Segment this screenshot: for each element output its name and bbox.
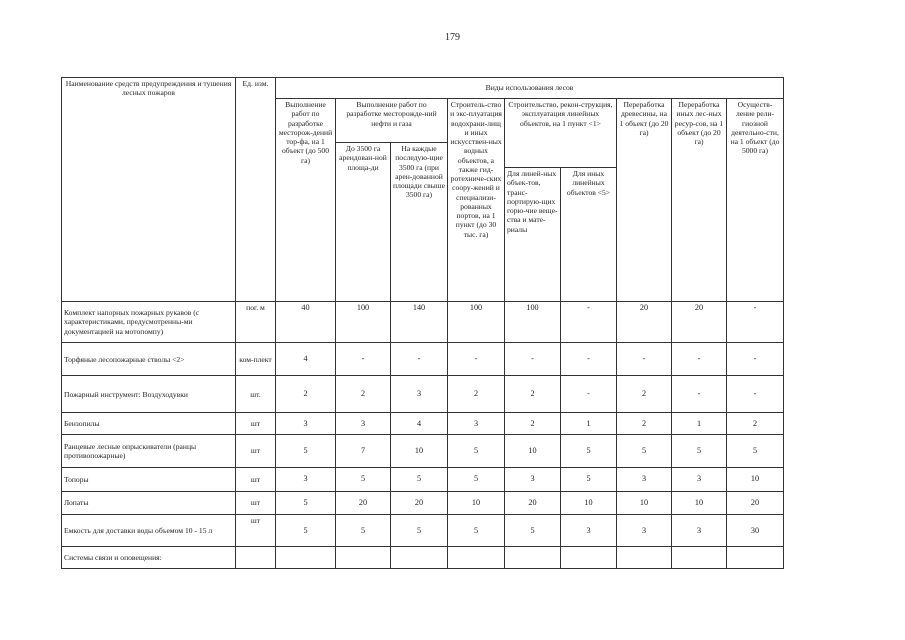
header-linear-objects-group: Строительство, рекон-струкция, эксплуатация линейных объектов, на 1 пункт <1> — [505, 99, 617, 168]
header-other-resources-processing: Переработка иных лес-ных ресур-сов, на 1 объект (до 20 га) — [672, 99, 727, 302]
row-value: 2 — [448, 376, 505, 413]
row-value: 3 — [561, 515, 617, 547]
row-value — [276, 547, 336, 569]
row-value: 10 — [505, 434, 561, 467]
row-value: - — [561, 376, 617, 413]
header-peat-deposits: Выполнение работ по разработке месторож-дений тор-фа, на 1 объект (до 500 га) — [276, 99, 336, 302]
row-value: 2 — [505, 376, 561, 413]
row-value: 5 — [448, 467, 505, 491]
row-value: 10 — [727, 467, 784, 491]
row-value — [448, 547, 505, 569]
row-value: 4 — [391, 413, 448, 435]
row-value: 5 — [336, 467, 391, 491]
row-value — [505, 547, 561, 569]
table-row — [62, 547, 784, 569]
row-name: Емкость для доставки воды объемом 10 - 15 л — [62, 515, 236, 547]
fire-equipment-norms-table — [61, 77, 784, 569]
row-value: 3 — [448, 413, 505, 435]
row-value: 5 — [448, 515, 505, 547]
table-row — [62, 491, 784, 515]
row-value: 5 — [336, 515, 391, 547]
row-value: 3 — [391, 376, 448, 413]
row-value: 10 — [561, 491, 617, 515]
row-name: Топоры — [62, 467, 236, 491]
row-value: 7 — [336, 434, 391, 467]
row-value: - — [561, 343, 617, 376]
row-value — [391, 547, 448, 569]
row-value: 3 — [617, 515, 672, 547]
table-row — [62, 413, 784, 435]
row-value: - — [448, 343, 505, 376]
row-value: 1 — [561, 413, 617, 435]
row-value: 4 — [276, 343, 336, 376]
row-value: 20 — [672, 302, 727, 343]
row-value: 5 — [391, 467, 448, 491]
row-value: 100 — [505, 302, 561, 343]
row-value: - — [617, 343, 672, 376]
row-value: 100 — [336, 302, 391, 343]
row-value: 2 — [505, 413, 561, 435]
row-value: - — [505, 343, 561, 376]
row-value: 5 — [276, 515, 336, 547]
table-row — [62, 467, 784, 491]
row-value: 3 — [672, 467, 727, 491]
table-row — [62, 302, 784, 343]
row-unit: шт. — [236, 376, 276, 413]
row-value: 40 — [276, 302, 336, 343]
table-row — [62, 515, 784, 547]
row-value: 2 — [727, 413, 784, 435]
row-value: - — [727, 302, 784, 343]
row-value: 140 — [391, 302, 448, 343]
row-value: 10 — [617, 491, 672, 515]
header-wood-processing: Переработка древесины, на 1 объект (до 20 га) — [617, 99, 672, 302]
row-value: 10 — [391, 434, 448, 467]
row-unit: шт — [236, 467, 276, 491]
header-col-name: Наименование средств предупреждения и тушения лесных пожаров — [62, 78, 236, 302]
row-value: 3 — [276, 413, 336, 435]
row-unit: пог. м — [236, 302, 276, 343]
row-value: 30 — [727, 515, 784, 547]
row-value: 5 — [505, 515, 561, 547]
row-name: Пожарный инструмент: Воздуходувки — [62, 376, 236, 413]
row-unit: шт — [236, 434, 276, 467]
row-value: - — [391, 343, 448, 376]
row-value: 10 — [448, 491, 505, 515]
row-unit: шт — [236, 413, 276, 435]
header-group-forest-use: Виды использования лесов — [276, 78, 784, 99]
row-name: Лопаты — [62, 491, 236, 515]
row-value: 5 — [391, 515, 448, 547]
row-value — [617, 547, 672, 569]
row-value: 3 — [336, 413, 391, 435]
row-value: 3 — [672, 515, 727, 547]
row-value: 10 — [672, 491, 727, 515]
row-value: - — [672, 343, 727, 376]
row-value — [336, 547, 391, 569]
row-value: 5 — [448, 434, 505, 467]
header-each-next-3500: На каждые последую-щие 3500 га (при арен-дованной площади свыше 3500 га) — [391, 143, 448, 302]
row-value: 5 — [276, 491, 336, 515]
row-name: Торфяные лесопожарные стволы <2> — [62, 343, 236, 376]
table-row — [62, 434, 784, 467]
row-value: - — [727, 376, 784, 413]
row-value: 5 — [727, 434, 784, 467]
row-value: 5 — [617, 434, 672, 467]
page-number: 179 — [445, 32, 460, 43]
row-value — [561, 547, 617, 569]
table-row — [62, 376, 784, 413]
row-value: 5 — [672, 434, 727, 467]
header-flammable-linear: Для линей-ных объек-тов, транс-портирую-щих горю-чие веще-ства и мате-риалы — [505, 168, 561, 302]
row-value: 20 — [505, 491, 561, 515]
row-unit: ком-плект — [236, 343, 276, 376]
row-unit: шт — [236, 515, 276, 547]
row-value: - — [561, 302, 617, 343]
row-value — [672, 547, 727, 569]
row-value: 20 — [391, 491, 448, 515]
row-name: Бензопилы — [62, 413, 236, 435]
row-unit: шт — [236, 491, 276, 515]
row-value: 1 — [672, 413, 727, 435]
row-value: 20 — [336, 491, 391, 515]
row-value: - — [336, 343, 391, 376]
header-col-unit: Ед. изм. — [236, 78, 276, 302]
row-value: 5 — [561, 434, 617, 467]
row-value — [727, 547, 784, 569]
row-unit — [236, 547, 276, 569]
row-name: Системы связи и оповещения: — [62, 547, 236, 569]
row-value: 2 — [336, 376, 391, 413]
header-religious-activity: Осуществ-ление рели-гиозной деятельно-сти, на 1 объект (до 5000 га) — [727, 99, 784, 302]
header-other-linear: Для иных линейных объектов <5> — [561, 168, 617, 302]
row-value: 20 — [727, 491, 784, 515]
table-row — [62, 343, 784, 376]
row-value: 3 — [617, 467, 672, 491]
row-name: Ранцевые лесные опрыскиватели (ранцы противопожарные) — [62, 434, 236, 467]
row-value: 2 — [617, 413, 672, 435]
row-value: 100 — [448, 302, 505, 343]
row-value: 2 — [617, 376, 672, 413]
row-value: 20 — [617, 302, 672, 343]
row-value: - — [727, 343, 784, 376]
header-reservoirs: Строитель-ство и экс-плуатация водохрани-лищ и иных искусствен-ных водных объектов, а также гид-ротехниче-ских соору-жений и специализи-рованных портов, на 1 пункт (до 30 тыс. га) — [448, 99, 505, 302]
row-value: - — [672, 376, 727, 413]
row-value: 3 — [505, 467, 561, 491]
row-value: 3 — [276, 467, 336, 491]
row-value: 5 — [276, 434, 336, 467]
header-up-to-3500: До 3500 га арендован-ной площа-ди — [336, 143, 391, 302]
row-value: 5 — [561, 467, 617, 491]
row-name: Комплект напорных пожарных рукавов (с характеристиками, предусмотренны-ми документацией на мотопомпу) — [62, 302, 236, 343]
row-value: 2 — [276, 376, 336, 413]
header-oil-gas-group: Выполнение работ по разработке месторожде-ний нефти и газа — [336, 99, 448, 143]
